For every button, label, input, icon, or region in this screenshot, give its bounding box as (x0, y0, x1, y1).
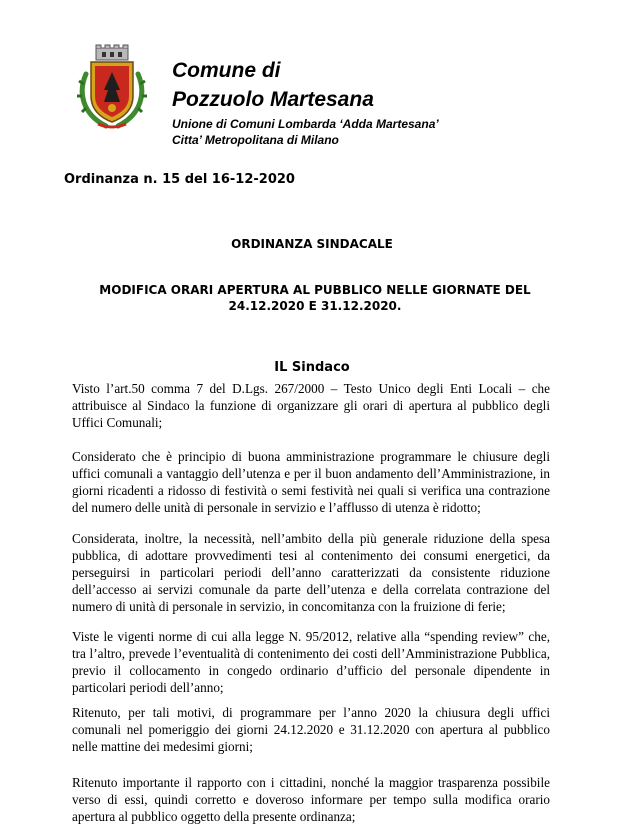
union-line: Unione di Comuni Lombarda ‘Adda Martesana’ (172, 117, 439, 131)
paragraph-considerata: Considerata, inoltre, la necessità, nell’ambito della più generale riduzione della spesa pubblica, di adottare provvedimenti tesi al contenimento dei consumi energetici, da perseguirsi in particolari periodi dell’anno caratterizzati da consistente riduzione dell’accesso ai servizi comunale da parte dell’utenza e della correlata contrazione del numero di unità di personale in servizio, in concomitanza con la fruizione di ferie; (72, 531, 550, 614)
document-title: ORDINANZA SINDACALE (231, 237, 393, 251)
issuer-heading: IL Sindaco (274, 360, 350, 375)
subject-line1: MODIFICA ORARI APERTURA AL PUBBLICO NELLE GIORNATE DEL (99, 283, 531, 297)
paragraph-ritenuto-trasparenza: Ritenuto importante il rapporto con i cittadini, nonché la maggior trasparenza possibile verso di essi, quindi corretto e doveroso informare per tempo sulla modifica orario apertura al pubblico oggetto della presente ordinanza; (72, 775, 550, 824)
paragraph-ritenuto-chiusura: Ritenuto, per tali motivi, di programmare per l’anno 2020 la chiusura degli uffici comunali nel pomeriggio dei giorni 24.12.2020 e 31.12.2020 con apertura al pubblico nelle mattine dei medesimi giorni; (72, 705, 550, 754)
ordinance-number: Ordinanza n. 15 del 16-12-2020 (64, 172, 295, 187)
paragraph-considerato: Considerato che è principio di buona amministrazione programmare le chiusure degli uffici comunali a vantaggio dell’utenza e per il buon andamento dell’Amministrazione, in giorni ricadenti a ridosso di festività o semi festività nei quali si verifica una contrazione del numero delle unità di personale in servizio e l’afflusso di utenza è ridotto; (72, 449, 550, 515)
subject-line2: 24.12.2020 E 31.12.2020. (228, 299, 402, 313)
paragraph-viste: Viste le vigenti norme di cui alla legge N. 95/2012, relative alla “spending review” che, tra l’altro, prevede l’eventualità di contenimento dei costi dell’Amministrazione Pubblica, previo il collocamento in congedo ordinario d’ufficio del personale dipendente in particolari periodi dell’anno; (72, 629, 550, 695)
municipality-name-line2: Pozzuolo Martesana (172, 88, 374, 111)
coat-of-arms-icon (76, 44, 148, 130)
municipality-name-line1: Comune di (172, 59, 281, 82)
document-subject (70, 282, 560, 314)
metropolitan-city-line: Citta’ Metropolitana di Milano (172, 133, 339, 147)
municipality-name (172, 56, 532, 114)
paragraph-visto: Visto l’art.50 comma 7 del D.Lgs. 267/2000 – Testo Unico degli Enti Locali – che attribuisce al Sindaco la funzione di organizzare gli orari di apertura al pubblico degli Uffici Comunali; (72, 381, 550, 430)
municipality-affiliation (172, 116, 552, 148)
